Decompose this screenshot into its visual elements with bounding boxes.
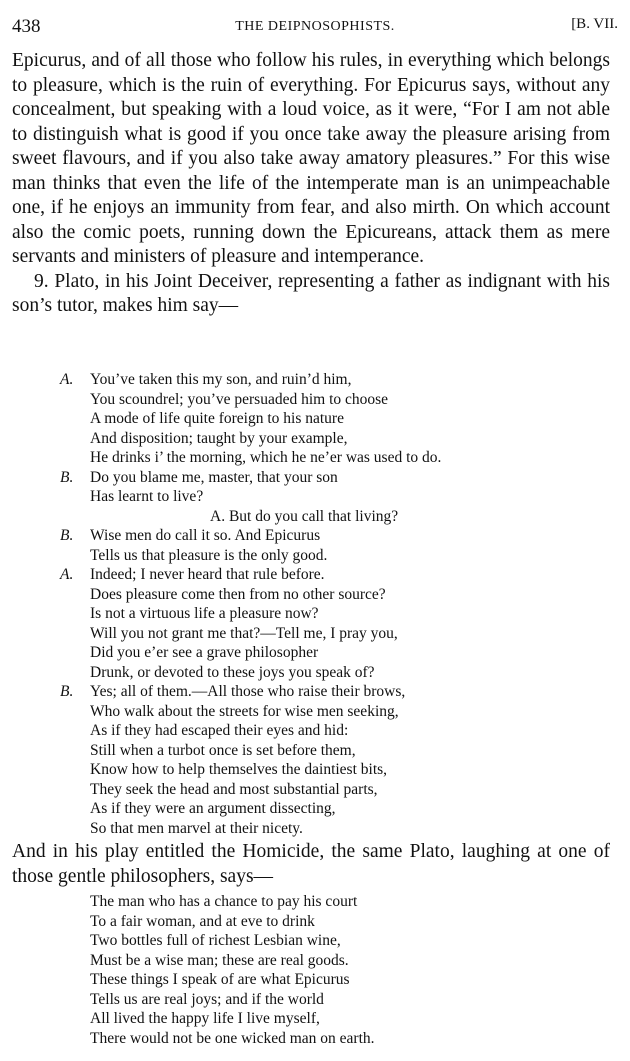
verse-line	[60, 487, 441, 507]
verse-line	[60, 507, 441, 527]
verse-line: To a fair woman, and at eve to drink	[90, 912, 315, 930]
speaker-marker: A.	[60, 566, 74, 583]
verse-line	[60, 643, 441, 663]
verse-line-text: Has learnt to live?	[90, 488, 204, 505]
verse-line: Tells us are real joys; and if the world	[90, 990, 324, 1008]
verse-line: Must be a wise man; these are real goods.	[90, 951, 349, 969]
verse-line: Two bottles full of richest Lesbian wine,	[90, 932, 341, 949]
verse-line	[60, 624, 441, 644]
verse-line: There would not be one wicked man on earth.	[90, 1029, 375, 1047]
verse-line-text: Does pleasure come then from no other source?	[90, 585, 386, 603]
verse-line	[60, 721, 441, 741]
verse-line-text: Is not a virtuous life a pleasure now?	[90, 605, 319, 622]
running-title: THE DEIPNOSOPHISTS.	[235, 19, 395, 34]
verse-line-text: So that men marvel at their nicety.	[90, 819, 303, 837]
verse-line-text: Wise men do call it so. And Epicurus	[90, 527, 321, 544]
book-section: [B. VII.	[571, 16, 618, 32]
verse-line	[60, 780, 441, 800]
verse-line	[60, 448, 441, 468]
speaker-marker: B.	[60, 527, 74, 544]
verse-line	[60, 546, 441, 566]
verse-line-text: And disposition; taught by your example,	[90, 429, 348, 447]
verse-line-text: Know how to help themselves the daintiest bits,	[90, 761, 388, 778]
speaker-marker: B.	[60, 683, 74, 700]
verse-line-text: Still when a turbot once is set before them,	[90, 741, 356, 759]
paragraph-epicurus: Epicurus, and of all those who follow his rules, in everything which belongs to pleasure, which is the ruin of everything. For Epicurus says, without any concealment, but speaking with a loud voice, as it were, “For I am not able to distinguish what is good if you once take away the pleasure arising from sweet flavours, and if you also take away amatory pleasures.” For this wise man thinks that even the life of the intemperate man is an unimpeachable one, if he enjoys an immunity from fear, and also mirth. On which account also the comic poets, running down the Epicureans, attack them as mere servants and ministers of pleasure and intemperance.	[12, 50, 610, 267]
verse-line-text: Do you blame me, master, that your son	[90, 468, 338, 486]
verse-line	[60, 409, 441, 429]
verse-line	[60, 741, 441, 761]
verse-line-text: Yes; all of them.—All those who raise their brows,	[90, 683, 406, 700]
verse-line	[60, 526, 441, 546]
verse-line-text: As if they had escaped their eyes and hid:	[90, 722, 349, 739]
verse-line-text: Did you e’er see a grave philosopher	[90, 644, 319, 661]
verse-block-homicide	[90, 892, 375, 1048]
verse-line	[60, 682, 441, 702]
prose-block-2	[12, 840, 610, 889]
verse-line	[60, 604, 441, 624]
verse-line-text: Tells us that pleasure is the only good.	[90, 546, 328, 564]
verse-line-text: They seek the head and most substantial parts,	[90, 780, 378, 798]
verse-line: These things I speak of are what Epicurus	[90, 971, 350, 988]
verse-line-text: As if they were an argument dissecting,	[90, 800, 336, 817]
verse-line	[60, 390, 441, 410]
verse-line	[60, 799, 441, 819]
verse-line	[60, 429, 441, 449]
paragraph-homicide: And in his play entitled the Homicide, the same Plato, laughing at one of those gentle philosophers, says—	[12, 841, 610, 887]
verse-line	[60, 819, 441, 839]
running-header	[12, 16, 618, 42]
page-number: 438	[12, 16, 41, 37]
verse-line-text: Indeed; I never heard that rule before.	[90, 566, 325, 583]
verse-line	[60, 760, 441, 780]
verse-line-text: A mode of life quite foreign to his nature	[90, 410, 344, 427]
verse-line	[60, 663, 441, 683]
verse-line-text: A. But do you call that living?	[210, 507, 399, 525]
verse-line-text: Drunk, or devoted to these joys you speak of?	[90, 663, 375, 681]
paragraph-plato-joint-deceiver: 9. Plato, in his Joint Deceiver, representing a father as indignant with his son’s tutor, makes him say—	[12, 270, 610, 316]
verse-line-text: He drinks i’ the morning, which he ne’er was used to do.	[90, 449, 442, 466]
verse-line	[60, 565, 441, 585]
verse-line: All lived the happy life I live myself,	[90, 1010, 320, 1027]
verse-line-text: Who walk about the streets for wise men seeking,	[90, 702, 399, 720]
verse-line-text: You scoundrel; you’ve persuaded him to choose	[90, 390, 389, 408]
verse-line	[60, 468, 441, 488]
verse-block-joint-deceiver	[60, 370, 441, 838]
verse-line-text: Will you not grant me that?—Tell me, I pray you,	[90, 624, 398, 642]
verse-line	[60, 702, 441, 722]
verse-line	[60, 585, 441, 605]
speaker-marker: B.	[60, 468, 74, 486]
verse-line-text: You’ve taken this my son, and ruin’d him,	[90, 371, 352, 388]
verse-line	[60, 370, 441, 390]
verse-line: The man who has a chance to pay his court	[90, 893, 358, 910]
speaker-marker: A.	[60, 371, 74, 388]
prose-block-1	[12, 49, 610, 319]
